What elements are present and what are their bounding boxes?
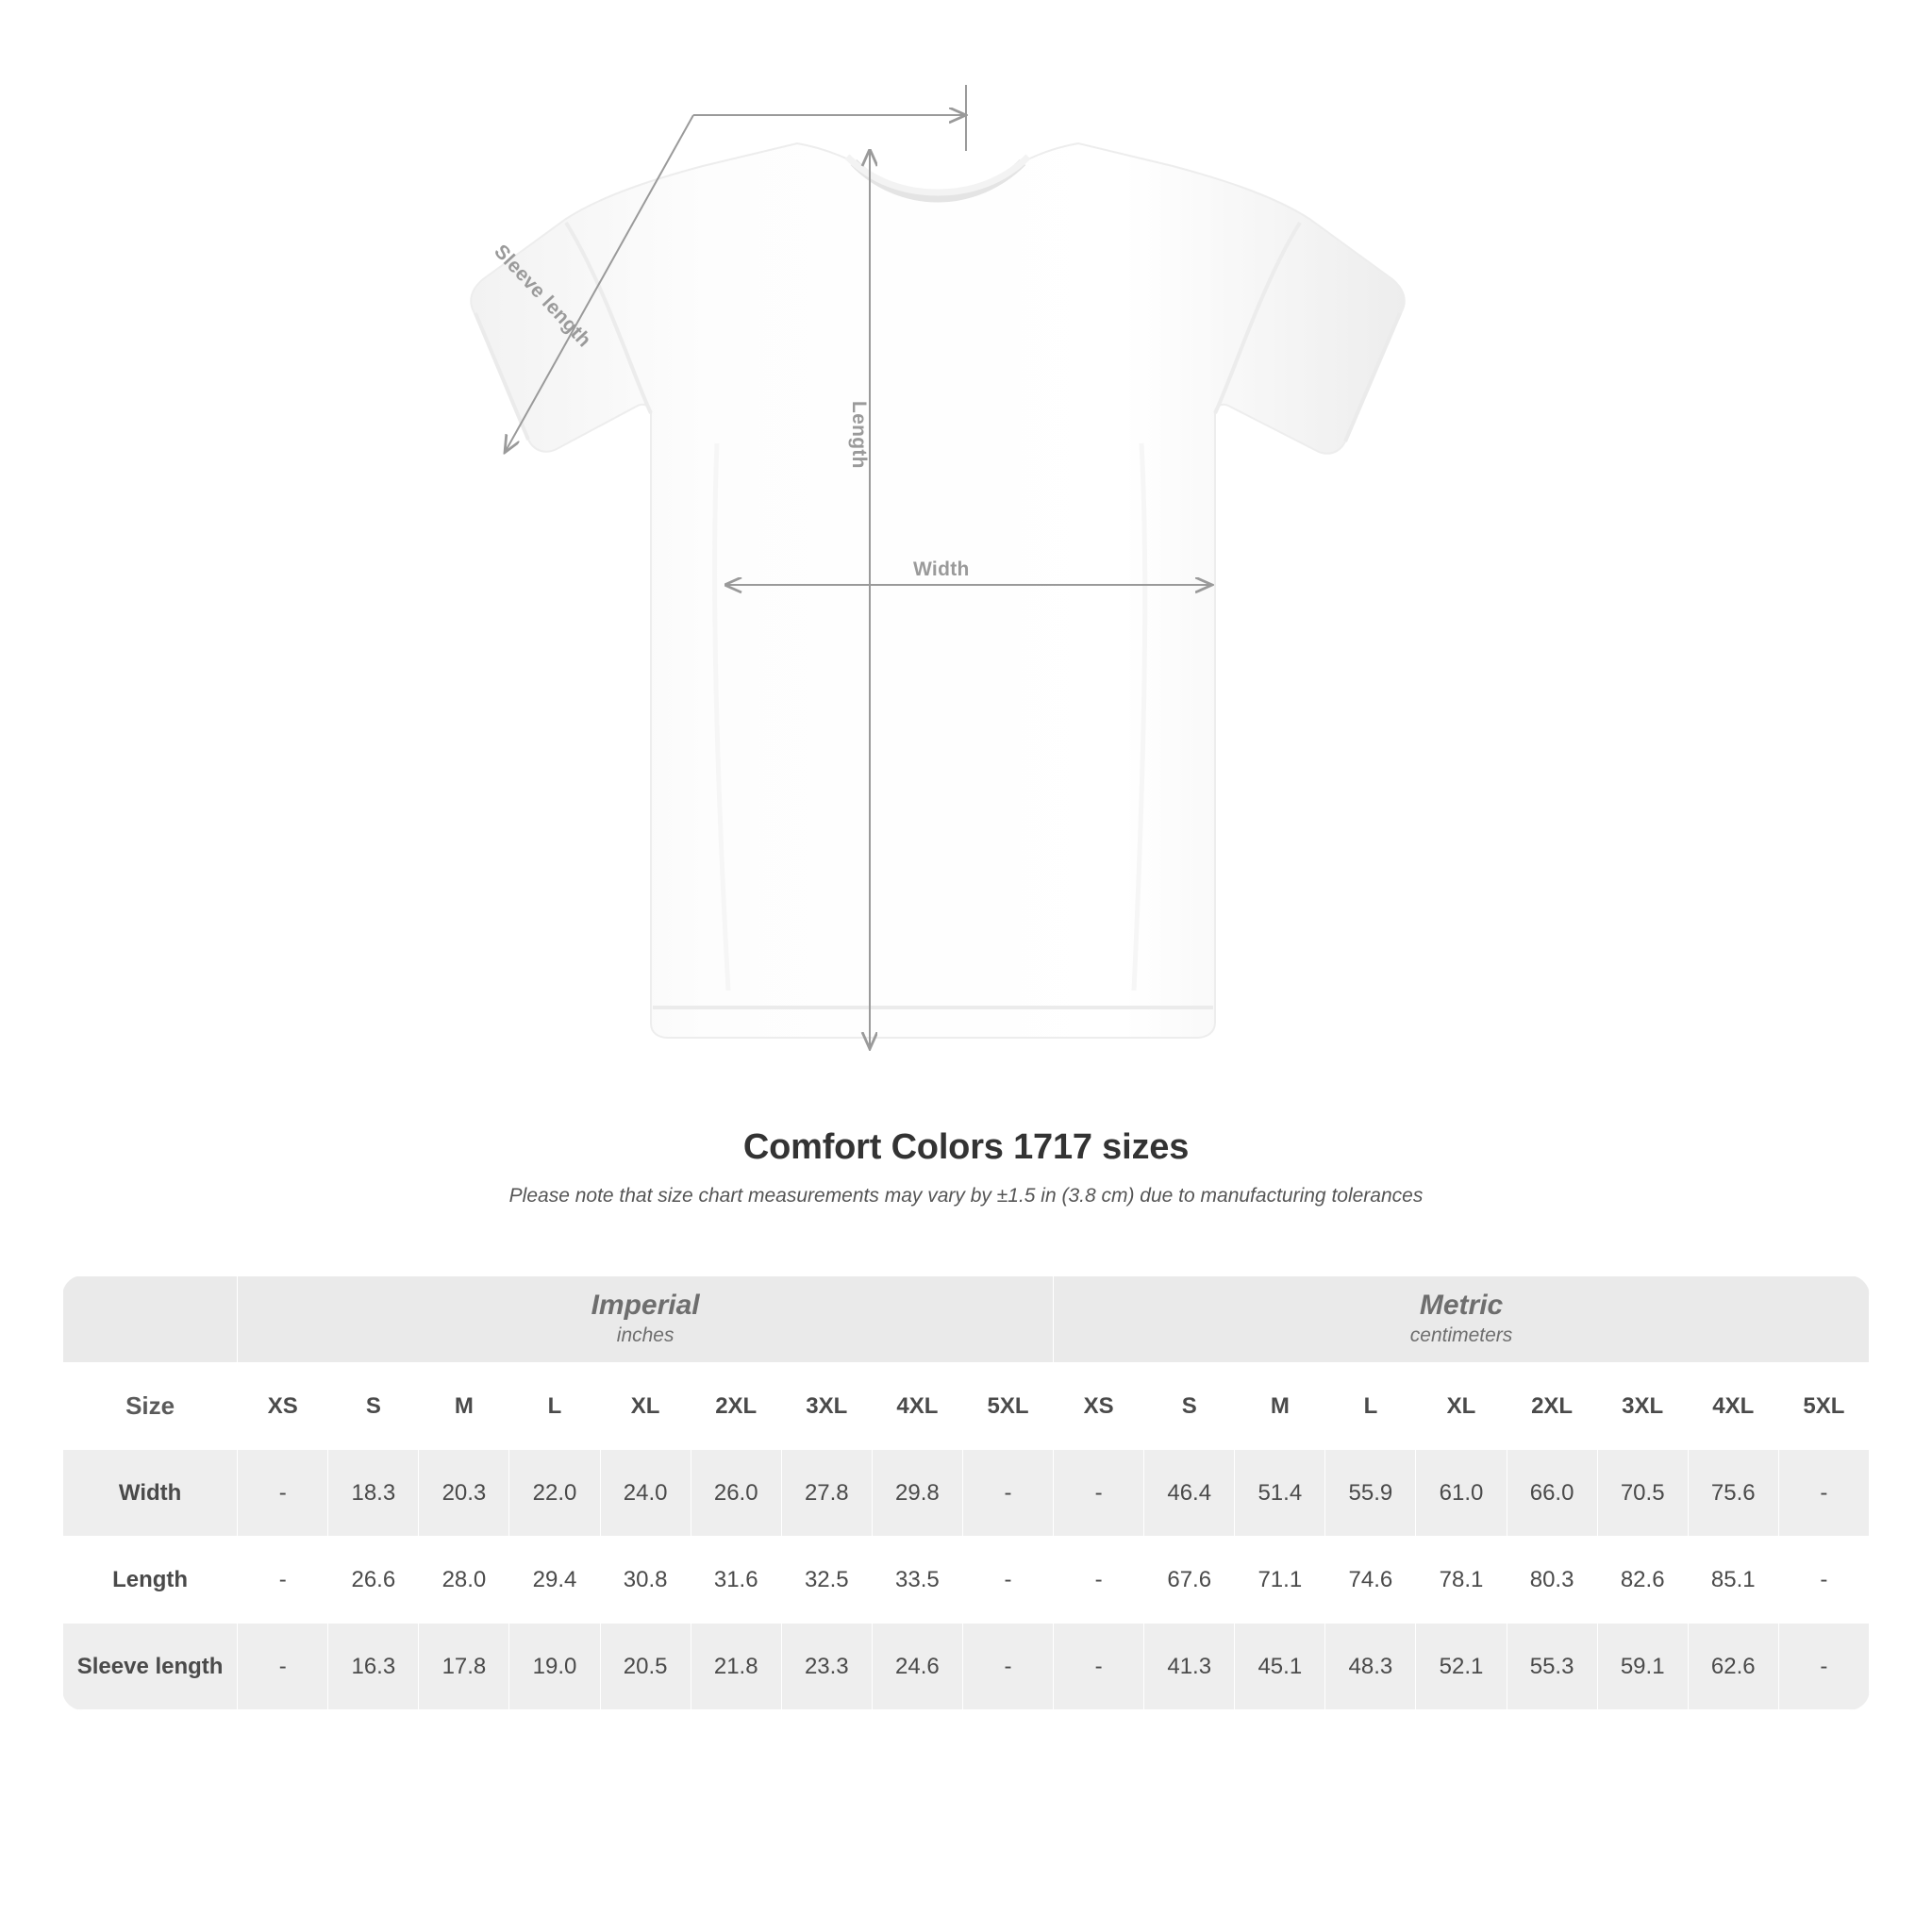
- cell-width-imperial-m: 20.3: [419, 1450, 509, 1537]
- table-row: [63, 1450, 1870, 1537]
- cell-length-imperial-5xl: -: [962, 1537, 1053, 1624]
- cell-sleeve-length-metric-2xl: 55.3: [1507, 1624, 1597, 1710]
- cell-width-metric-5xl: -: [1778, 1450, 1869, 1537]
- size-header-cell-metric-2xl: 2XL: [1507, 1363, 1597, 1450]
- cell-width-imperial-5xl: -: [962, 1450, 1053, 1537]
- cell-length-imperial-m: 28.0: [419, 1537, 509, 1624]
- size-header-cell-imperial-s: S: [328, 1363, 419, 1450]
- cell-width-metric-xs: -: [1054, 1450, 1144, 1537]
- cell-sleeve-length-metric-5xl: -: [1778, 1624, 1869, 1710]
- cell-length-imperial-xl: 30.8: [600, 1537, 691, 1624]
- cell-width-imperial-4xl: 29.8: [872, 1450, 962, 1537]
- row-label-length: Length: [63, 1537, 238, 1624]
- cell-sleeve-length-metric-3xl: 59.1: [1597, 1624, 1688, 1710]
- cell-length-imperial-xs: -: [238, 1537, 328, 1624]
- cell-width-metric-3xl: 70.5: [1597, 1450, 1688, 1537]
- size-header-label: Size: [63, 1363, 238, 1450]
- unit-group-name: Imperial: [591, 1289, 700, 1321]
- diagram-label-length: Length: [848, 401, 870, 469]
- row-label-width: Width: [63, 1450, 238, 1537]
- cell-width-imperial-2xl: 26.0: [691, 1450, 781, 1537]
- size-header-cell-imperial-m: M: [419, 1363, 509, 1450]
- cell-length-metric-2xl: 80.3: [1507, 1537, 1597, 1624]
- cell-sleeve-length-imperial-xl: 20.5: [600, 1624, 691, 1710]
- cell-width-imperial-xl: 24.0: [600, 1450, 691, 1537]
- cell-length-metric-s: 67.6: [1144, 1537, 1235, 1624]
- cell-width-imperial-3xl: 27.8: [781, 1450, 872, 1537]
- cell-length-metric-l: 74.6: [1325, 1537, 1416, 1624]
- cell-width-metric-2xl: 66.0: [1507, 1450, 1597, 1537]
- table-row: [63, 1537, 1870, 1624]
- unit-header-row: [63, 1276, 1870, 1363]
- tolerance-note: Please note that size chart measurements may vary by ±1.5 in (3.8 cm) due to manufacturing tolerances: [508, 1185, 1424, 1207]
- cell-width-imperial-xs: -: [238, 1450, 328, 1537]
- cell-length-metric-4xl: 85.1: [1688, 1537, 1778, 1624]
- cell-length-imperial-2xl: 31.6: [691, 1537, 781, 1624]
- table-row: [63, 1624, 1870, 1710]
- unit-group-subtitle: centimeters: [1409, 1324, 1513, 1347]
- cell-sleeve-length-imperial-4xl: 24.6: [872, 1624, 962, 1710]
- cell-width-imperial-s: 18.3: [328, 1450, 419, 1537]
- cell-width-metric-m: 51.4: [1235, 1450, 1325, 1537]
- cell-sleeve-length-metric-s: 41.3: [1144, 1624, 1235, 1710]
- size-header-cell-imperial-2xl: 2XL: [691, 1363, 781, 1450]
- size-header-cell-metric-3xl: 3XL: [1597, 1363, 1688, 1450]
- cell-sleeve-length-imperial-m: 17.8: [419, 1624, 509, 1710]
- cell-sleeve-length-metric-m: 45.1: [1235, 1624, 1325, 1710]
- size-header-cell-imperial-3xl: 3XL: [781, 1363, 872, 1450]
- row-label-sleeve-length: Sleeve length: [63, 1624, 238, 1710]
- size-header-cell-metric-4xl: 4XL: [1688, 1363, 1778, 1450]
- cell-width-metric-l: 55.9: [1325, 1450, 1416, 1537]
- unit-group-header-metric: [1054, 1276, 1870, 1363]
- cell-length-metric-xl: 78.1: [1416, 1537, 1507, 1624]
- cell-width-imperial-l: 22.0: [509, 1450, 600, 1537]
- cell-sleeve-length-imperial-2xl: 21.8: [691, 1624, 781, 1710]
- page-title: Comfort Colors 1717 sizes: [742, 1127, 1190, 1167]
- size-table: [62, 1275, 1870, 1710]
- unit-group-header-imperial: [238, 1276, 1054, 1363]
- cell-sleeve-length-metric-l: 48.3: [1325, 1624, 1416, 1710]
- cell-length-imperial-s: 26.6: [328, 1537, 419, 1624]
- size-header-cell-metric-s: S: [1144, 1363, 1235, 1450]
- size-header-cell-metric-xl: XL: [1416, 1363, 1507, 1450]
- cell-sleeve-length-imperial-s: 16.3: [328, 1624, 419, 1710]
- cell-sleeve-length-imperial-xs: -: [238, 1624, 328, 1710]
- diagram-label-width: Width: [913, 558, 970, 580]
- cell-length-metric-3xl: 82.6: [1597, 1537, 1688, 1624]
- size-header-cell-imperial-5xl: 5XL: [962, 1363, 1053, 1450]
- cell-length-imperial-4xl: 33.5: [872, 1537, 962, 1624]
- unit-header-spacer: [63, 1276, 238, 1363]
- size-header-cell-imperial-4xl: 4XL: [872, 1363, 962, 1450]
- unit-group-subtitle: inches: [616, 1324, 675, 1347]
- cell-length-metric-5xl: -: [1778, 1537, 1869, 1624]
- size-table-container: [62, 1275, 1870, 1710]
- size-header-cell-imperial-xs: XS: [238, 1363, 328, 1450]
- cell-length-metric-xs: -: [1054, 1537, 1144, 1624]
- size-header-cell-metric-xs: XS: [1054, 1363, 1144, 1450]
- cell-sleeve-length-imperial-3xl: 23.3: [781, 1624, 872, 1710]
- size-header-cell-metric-l: L: [1325, 1363, 1416, 1450]
- cell-length-imperial-3xl: 32.5: [781, 1537, 872, 1624]
- size-header-cell-imperial-l: L: [509, 1363, 600, 1450]
- diagram-label-sleeve-length: Sleeve length: [490, 241, 596, 352]
- size-header-row: [63, 1363, 1870, 1450]
- cell-length-metric-m: 71.1: [1235, 1537, 1325, 1624]
- cell-sleeve-length-metric-xl: 52.1: [1416, 1624, 1507, 1710]
- size-header-cell-imperial-xl: XL: [600, 1363, 691, 1450]
- cell-sleeve-length-metric-xs: -: [1054, 1624, 1144, 1710]
- size-header-cell-metric-5xl: 5XL: [1778, 1363, 1869, 1450]
- cell-sleeve-length-imperial-5xl: -: [962, 1624, 1053, 1710]
- cell-width-metric-4xl: 75.6: [1688, 1450, 1778, 1537]
- size-header-cell-metric-m: M: [1235, 1363, 1325, 1450]
- unit-group-name: Metric: [1419, 1289, 1504, 1321]
- cell-length-imperial-l: 29.4: [509, 1537, 600, 1624]
- cell-width-metric-s: 46.4: [1144, 1450, 1235, 1537]
- cell-width-metric-xl: 61.0: [1416, 1450, 1507, 1537]
- title-block: [0, 1127, 1932, 1208]
- cell-sleeve-length-imperial-l: 19.0: [509, 1624, 600, 1710]
- cell-sleeve-length-metric-4xl: 62.6: [1688, 1624, 1778, 1710]
